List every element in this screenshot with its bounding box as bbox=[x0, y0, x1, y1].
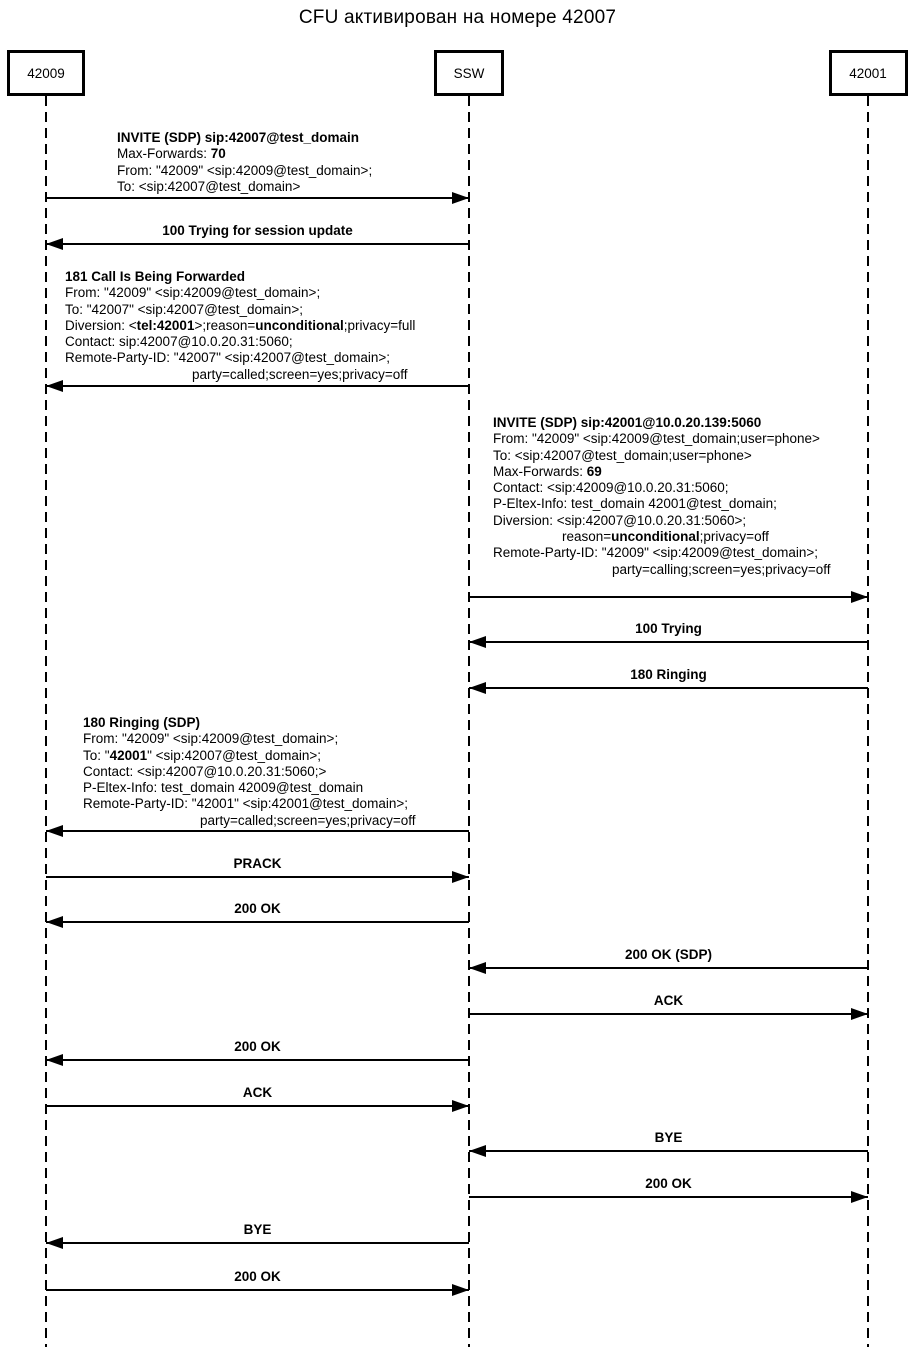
message-label: PRACK bbox=[233, 856, 282, 871]
message-arrow-line bbox=[46, 197, 469, 199]
message-label-line: 180 Ringing (SDP) bbox=[83, 715, 201, 730]
message-arrowhead bbox=[469, 1145, 486, 1157]
message-arrowhead bbox=[851, 591, 868, 603]
message-label-line: From: "42009" <sip:42009@test_domain>; bbox=[117, 162, 373, 178]
message-label-line: From: "42009" <sip:42009@test_domain;user=phone> bbox=[493, 431, 820, 447]
message-arrow-line bbox=[46, 1105, 469, 1107]
message-label: BYE bbox=[654, 1130, 683, 1145]
message-label-line: party=called;screen=yes;privacy=off bbox=[200, 812, 416, 828]
message-label: 200 OK bbox=[234, 1269, 281, 1284]
message-arrow-line bbox=[469, 1196, 868, 1198]
message-label-line: To: "42007" <sip:42007@test_domain>; bbox=[65, 301, 303, 317]
message-arrow-line bbox=[46, 830, 469, 832]
message-label-line: P-Eltex-Info: test_domain 42009@test_domain bbox=[83, 780, 364, 796]
message-label-line: Remote-Party-ID: "42009" <sip:42009@test_domain>; bbox=[493, 545, 818, 561]
message-label: 200 OK (SDP) bbox=[624, 947, 713, 962]
message-arrow-line bbox=[469, 1013, 868, 1015]
actor-label: 42001 bbox=[849, 65, 887, 81]
message-label-line: INVITE (SDP) sip:42001@10.0.20.139:5060 bbox=[493, 415, 762, 430]
message-label-line: From: "42009" <sip:42009@test_domain>; bbox=[65, 285, 321, 301]
message-arrowhead bbox=[46, 825, 63, 837]
message-label bbox=[65, 269, 415, 383]
message-arrowhead bbox=[469, 962, 486, 974]
message-arrow-line bbox=[46, 1059, 469, 1061]
diagram-title: CFU активирован на номере 42007 bbox=[298, 7, 617, 28]
message-label-line: To: <sip:42007@test_domain> bbox=[117, 178, 301, 194]
message-label: 200 OK bbox=[645, 1176, 692, 1191]
message-arrow-line bbox=[469, 967, 868, 969]
message-arrow-line bbox=[469, 1150, 868, 1152]
message-label-line: reason=unconditional;privacy=off bbox=[562, 529, 769, 545]
lifeline-42009 bbox=[45, 96, 47, 1347]
message-label-line: Contact: <sip:42009@10.0.20.31:5060; bbox=[493, 480, 729, 496]
message-label-line: From: "42009" <sip:42009@test_domain>; bbox=[83, 731, 339, 747]
message-label-line: Diversion: <tel:42001>;reason=unconditional;privacy=full bbox=[65, 317, 416, 333]
message-label-line: Contact: <sip:42007@10.0.20.31:5060;> bbox=[83, 763, 327, 779]
actor-box-42001 bbox=[829, 50, 908, 96]
message-arrowhead bbox=[452, 192, 469, 204]
message-arrowhead bbox=[851, 1191, 868, 1203]
message-label-line: Contact: sip:42007@10.0.20.31:5060; bbox=[65, 334, 293, 350]
message-arrowhead bbox=[851, 1008, 868, 1020]
message-arrowhead bbox=[452, 1284, 469, 1296]
lifeline-SSW bbox=[468, 96, 470, 1347]
message-label-line: party=called;screen=yes;privacy=off bbox=[192, 366, 408, 382]
message-arrow-line bbox=[469, 596, 868, 598]
message-label-line: 181 Call Is Being Forwarded bbox=[65, 269, 246, 284]
message-label-line: Max-Forwards: 70 bbox=[117, 146, 226, 162]
message-arrowhead bbox=[46, 380, 63, 392]
message-label-line: INVITE (SDP) sip:42007@test_domain bbox=[117, 130, 359, 145]
message-label-line: Remote-Party-ID: "42007" <sip:42007@test_domain>; bbox=[65, 350, 390, 366]
message-arrowhead bbox=[46, 238, 63, 250]
message-label: ACK bbox=[242, 1085, 273, 1100]
message-arrow-line bbox=[46, 385, 469, 387]
message-arrow-line bbox=[469, 687, 868, 689]
message-label: 100 Trying bbox=[635, 621, 702, 636]
lifeline-42001 bbox=[867, 96, 869, 1347]
actor-label: SSW bbox=[453, 65, 485, 81]
message-arrow-line bbox=[46, 1289, 469, 1291]
actor-box-42009 bbox=[7, 50, 85, 96]
message-arrow-line bbox=[469, 641, 868, 643]
message-label: BYE bbox=[243, 1222, 272, 1237]
message-arrow-line bbox=[46, 921, 469, 923]
message-label bbox=[493, 415, 831, 578]
message-label bbox=[117, 130, 372, 195]
message-label: 200 OK bbox=[234, 901, 281, 916]
message-arrowhead bbox=[452, 871, 469, 883]
message-label: ACK bbox=[653, 993, 684, 1008]
message-label-line: Max-Forwards: 69 bbox=[493, 463, 602, 479]
message-arrowhead bbox=[46, 1237, 63, 1249]
message-label-line: To: <sip:42007@test_domain;user=phone> bbox=[493, 447, 752, 463]
message-label: 180 Ringing bbox=[630, 667, 707, 682]
actor-box-SSW bbox=[434, 50, 504, 96]
message-label bbox=[83, 715, 416, 829]
message-arrow-line bbox=[46, 243, 469, 245]
message-arrowhead bbox=[469, 636, 486, 648]
message-arrowhead bbox=[452, 1100, 469, 1112]
message-label-line: P-Eltex-Info: test_domain 42001@test_domain; bbox=[493, 496, 777, 512]
message-arrowhead bbox=[46, 916, 63, 928]
message-label: 100 Trying for session update bbox=[162, 223, 353, 238]
message-arrowhead bbox=[469, 682, 486, 694]
message-label: 200 OK bbox=[234, 1039, 281, 1054]
message-label-line: party=calling;screen=yes;privacy=off bbox=[612, 561, 831, 577]
message-label-line: Diversion: <sip:42007@10.0.20.31:5060>; bbox=[493, 512, 747, 528]
message-arrow-line bbox=[46, 1242, 469, 1244]
message-arrow-line bbox=[46, 876, 469, 878]
message-label-line: Remote-Party-ID: "42001" <sip:42001@test_domain>; bbox=[83, 796, 408, 812]
message-arrowhead bbox=[46, 1054, 63, 1066]
actor-label: 42009 bbox=[27, 65, 65, 81]
message-label-line: To: "42001" <sip:42007@test_domain>; bbox=[83, 747, 321, 763]
